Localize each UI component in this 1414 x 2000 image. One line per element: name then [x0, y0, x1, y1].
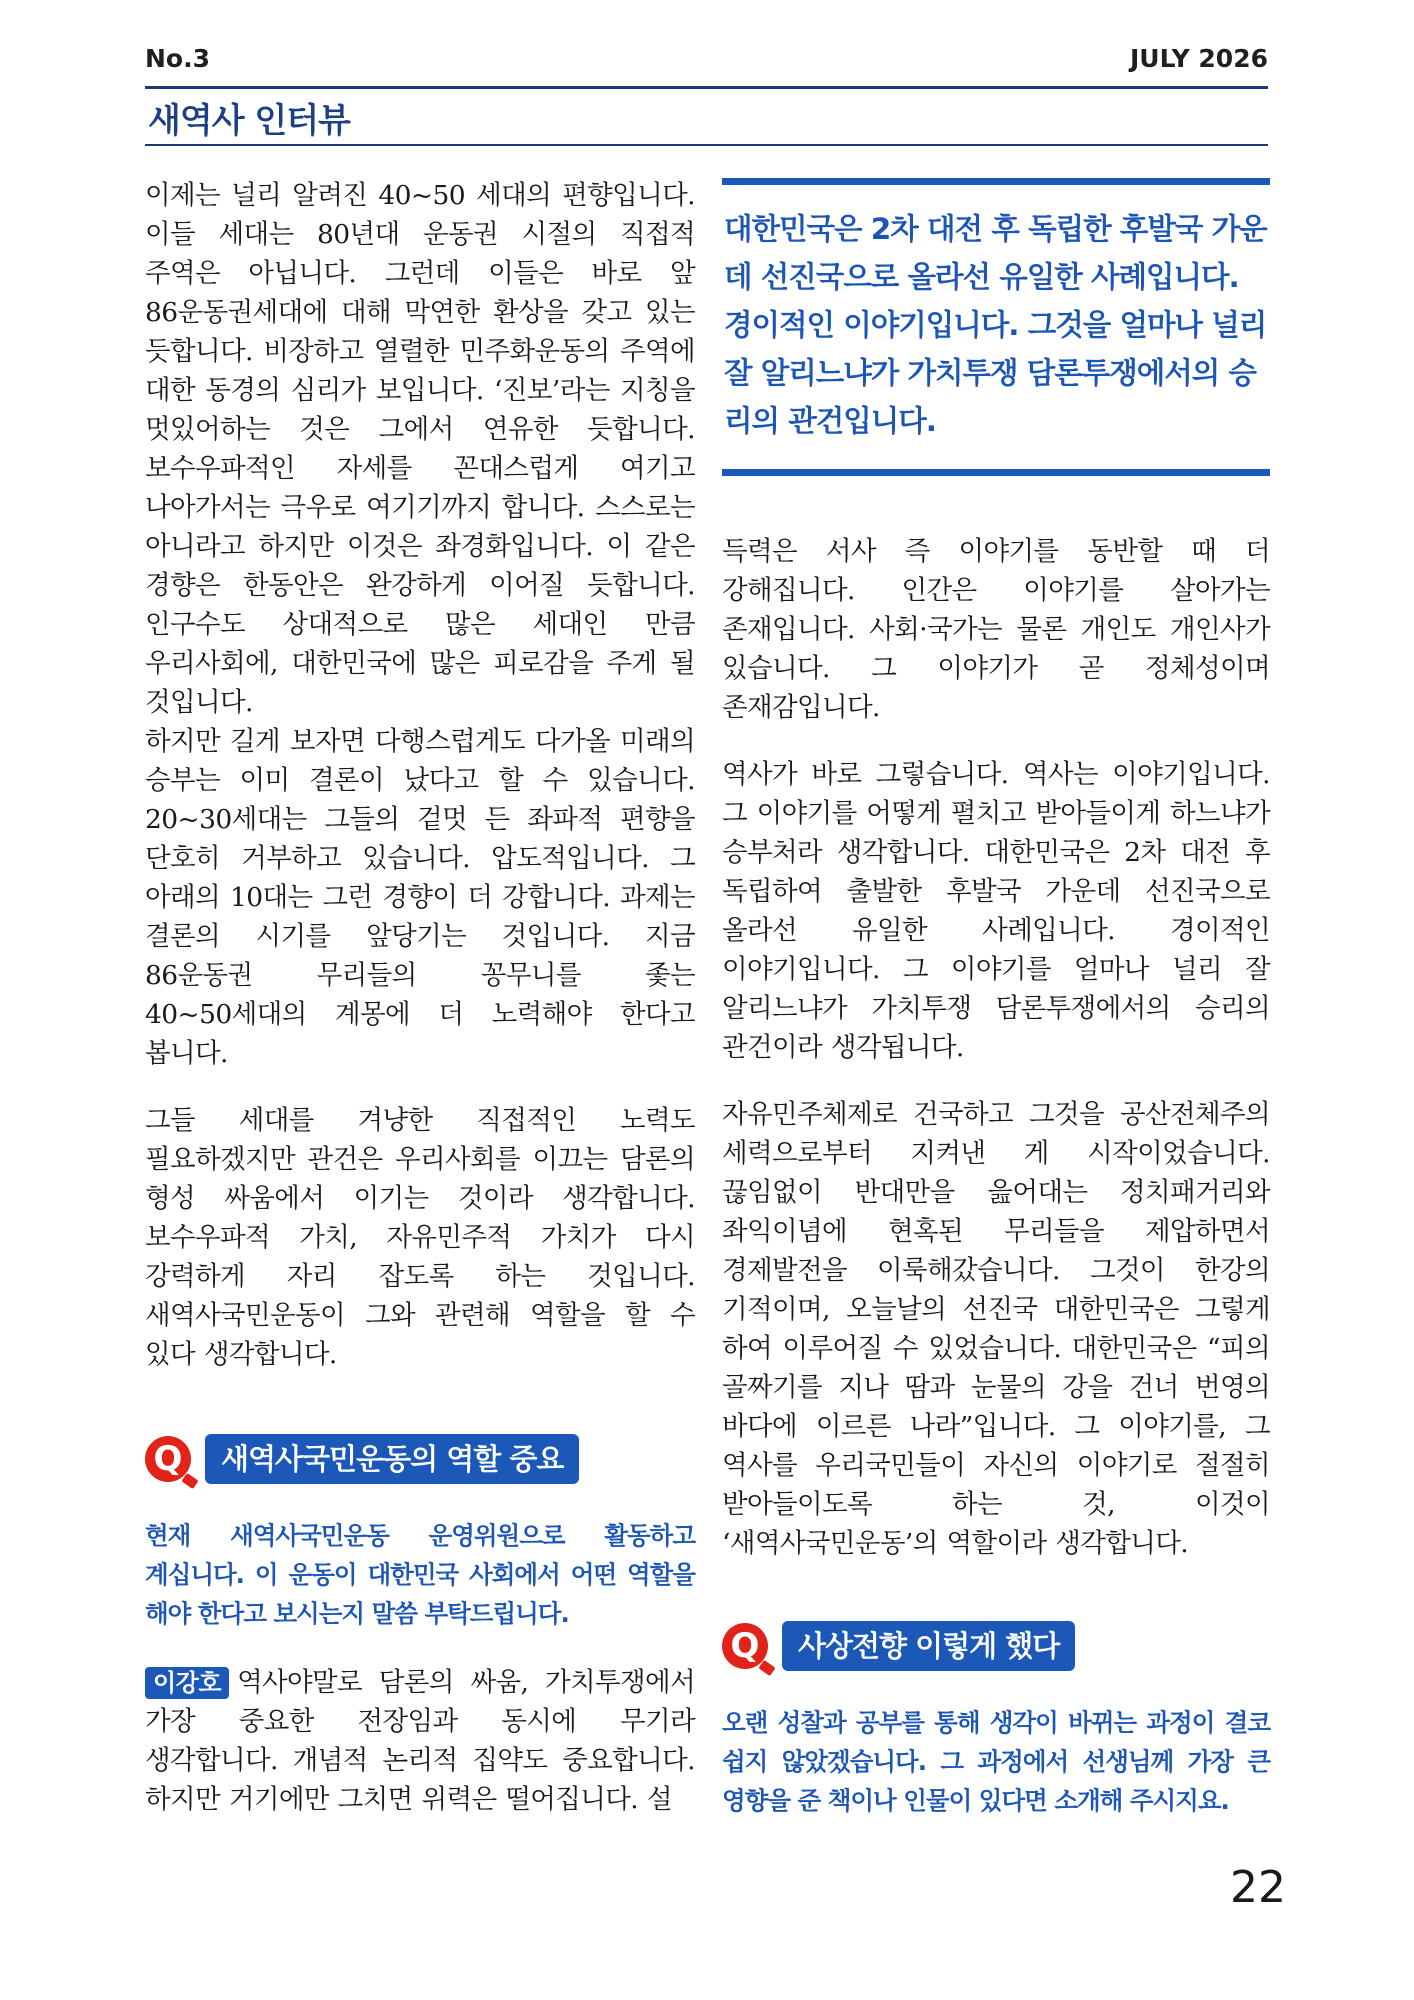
pull-quote-text: 대한민국은 2차 대전 후 독립한 후발국 가운데 선진국으로 올라선 유일한 사례입니다. 경이적인 이야기입니다. 그것을 얼마나 널리 잘 알리느냐가 가치투쟁 담론투쟁에서의 승리의 관건입니다.: [724, 212, 1267, 438]
q-icon: Q: [145, 1436, 191, 1482]
right-paragraph-3: 자유민주체제로 건국하고 그것을 공산전체주의 세력으로부터 지켜낸 게 시작이었습니다. 끊임없이 반대만을 읊어대는 정치패거리와 좌익이념에 현혹된 무리들을 제압하면서 경제발전을 이룩해갔습니다. 그것이 한강의 기적이며, 오늘날의 선진국 대한민국은 그렇게 하여 이루어질 수 있었습니다. 대한민국은 “피의 골짜기를 지나 땀과 눈물의 강을 건너 번영의 바다에 이르른 나라”입니다. 그 이야기를, 그 역사를 우리국민들이 자신의 이야기로 절절히 받아들이도록 하는 것, 이것이 ‘새역사국민운동’의 역할이라 생각합니다.: [722, 1099, 1270, 1559]
pull-quote-bottom-bar: [722, 469, 1270, 476]
q-icon: Q: [722, 1623, 768, 1669]
right-paragraph-1: 득력은 서사 즉 이야기를 동반할 때 더 강해집니다. 인간은 이야기를 살아가는 존재입니다. 사회·국가는 물론 개인도 개인사가 있습니다. 그 이야기가 곧 정체성이며 존재감입니다.: [722, 536, 1270, 723]
speaker-badge: 이강호: [145, 1667, 229, 1699]
question-header-1: [145, 1434, 695, 1494]
question-text-1: 현재 새역사국민운동 운영위원으로 활동하고 계십니다. 이 운동이 대한민국 사회에서 어떤 역할을 해야 한다고 보시는지 말씀 부탁드립니다.: [145, 1521, 695, 1628]
answer-paragraph: [145, 1663, 695, 1819]
question-title-2: 사상전향 이렇게 했다: [782, 1621, 1075, 1671]
question-title-1: 새역사국민운동의 역할 중요: [205, 1434, 579, 1484]
right-paragraph-2: 역사가 바로 그렇습니다. 역사는 이야기입니다. 그 이야기를 어떻게 펼치고 받아들이게 하느냐가 승부처라 생각합니다. 대한민국은 2차 대전 후 독립하여 출발한 후발국 가운데 선진국으로 올라선 유일한 사례입니다. 경이적인 이야기입니다. 그 이야기를 얼마나 널리 잘 알리느냐가 가치투쟁 담론투쟁에서의 승리의 관건이라 생각됩니다.: [722, 759, 1270, 1063]
question-header-2: [722, 1621, 1270, 1681]
question-text-2: 오랜 성찰과 공부를 통해 생각이 바뀌는 과정이 결코 쉽지 않았겠습니다. 그 과정에서 선생님께 가장 큰 영향을 준 책이나 인물이 있다면 소개해 주시지요.: [722, 1708, 1270, 1815]
left-paragraph-2: 하지만 길게 보자면 다행스럽게도 다가올 미래의 승부는 이미 결론이 났다고 할 수 있습니다. 20~30세대는 그들의 겉멋 든 좌파적 편향을 단호히 거부하고 있습니다. 압도적입니다. 그 아래의 10대는 그런 경향이 더 강합니다. 과제는 결론의 시기를 앞당기는 것입니다. 지금 86운동권 무리들의 꽁무니를 좇는 40~50세대의 계몽에 더 노력해야 한다고 봅니다.: [145, 726, 695, 1069]
section-title: 새역사 인터뷰: [148, 101, 350, 141]
answer-text: 역사야말로 담론의 싸움, 가치투쟁에서 가장 중요한 전장임과 동시에 무기라 생각합니다. 개념적 논리적 집약도 중요합니다. 하지만 거기에만 그치면 위력은 떨어집니다. 설: [145, 1667, 695, 1815]
issue-number: No.3: [145, 44, 210, 73]
right-column: [722, 532, 1270, 1820]
issue-date: JULY 2026: [1129, 44, 1268, 73]
pull-quote-top-bar: [722, 178, 1270, 185]
pull-quote: [722, 178, 1270, 476]
left-column: [145, 176, 695, 1819]
left-paragraph-1: 이제는 널리 알려진 40~50 세대의 편향입니다. 이들 세대는 80년대 운동권 시절의 직접적 주역은 아닙니다. 그런데 이들은 바로 앞 86운동권세대에 대해 막연한 환상을 갖고 있는 듯합니다. 비장하고 열렬한 민주화운동의 주역에 대한 동경의 심리가 보입니다. ‘진보’라는 지칭을 멋있어하는 것은 그에서 연유한 듯합니다. 보수우파적인 자세를 꼰대스럽게 여기고 나아가서는 극우로 여기기까지 합니다. 스스로는 아니라고 하지만 이것은 좌경화입니다. 이 같은 경향은 한동안은 완강하게 이어질 듯합니다. 인구수도 상대적으로 많은 세대인 만큼 우리사회에, 대한민국에 많은 피로감을 주게 될 것입니다.: [145, 180, 695, 718]
left-paragraph-3: 그들 세대를 겨냥한 직접적인 노력도 필요하겠지만 관건은 우리사회를 이끄는 담론의 형성 싸움에서 이기는 것이라 생각합니다. 보수우파적 가치, 자유민주적 가치가 다시 강력하게 자리 잡도록 하는 것입니다. 새역사국민운동이 그와 관련해 역할을 할 수 있다 생각합니다.: [145, 1105, 695, 1370]
page-number: 22: [1230, 1862, 1286, 1913]
header-rule: [145, 86, 1268, 89]
section-rule: [145, 144, 1268, 146]
